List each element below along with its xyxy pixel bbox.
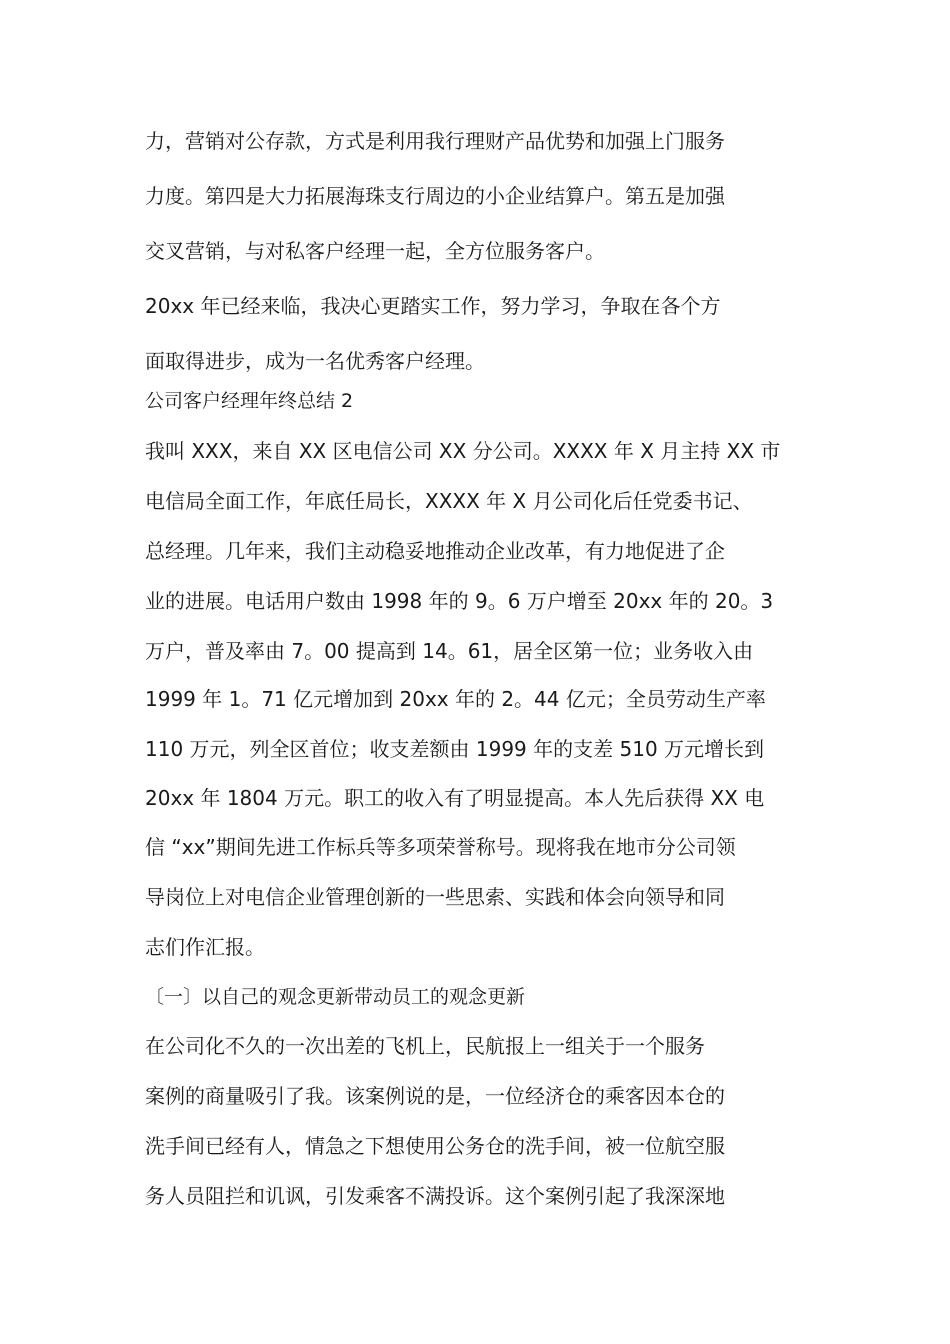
section-title: 公司客户经理年终总结 2 — [145, 390, 354, 412]
text-line: 志们作汇报。 — [145, 935, 265, 959]
text-line: 20xx 年已经来临，我决心更踏实工作，努力学习，争取在各个方 — [145, 294, 721, 318]
text-line: 面取得进步，成为一名优秀客户经理。 — [145, 349, 485, 373]
text-line: 导岗位上对电信企业管理创新的一些思索、实践和体会向领导和同 — [145, 885, 725, 909]
text-line: 交叉营销，与对私客户经理一起，全方位服务客户。 — [145, 239, 605, 263]
text-line: 业的进展。电话用户数由 1998 年的 9。6 万户增至 20xx 年的 20。3 — [145, 589, 774, 613]
text-line: 电信局全面工作，年底任局长，XXXX 年 X 月公司化后任党委书记、 — [145, 489, 753, 513]
text-line: 我叫 XXX，来自 XX 区电信公司 XX 分公司。XXXX 年 X 月主持 XX 市 — [145, 439, 781, 463]
subsection-title: 〔一〕以自己的观念更新带动员工的观念更新 — [145, 986, 526, 1008]
text-line: 信 “xx”期间先进工作标兵等多项荣誉称号。现将我在地市分公司领 — [145, 835, 736, 859]
text-line: 案例的商量吸引了我。该案例说的是，一位经济仓的乘客因本仓的 — [145, 1084, 725, 1108]
text-line: 洗手间已经有人，情急之下想使用公务仓的洗手间，被一位航空服 — [145, 1134, 725, 1158]
text-line: 20xx 年 1804 万元。职工的收入有了明显提高。本人先后获得 XX 电 — [145, 786, 765, 810]
text-line: 力，营销对公存款，方式是利用我行理财产品优势和加强上门服务 — [145, 129, 725, 153]
text-line: 万户，普及率由 7。00 提高到 14。61，居全区第一位；业务收入由 — [145, 639, 754, 663]
text-line: 在公司化不久的一次出差的飞机上，民航报上一组关于一个服务 — [145, 1034, 705, 1058]
text-line: 力度。第四是大力拓展海珠支行周边的小企业结算户。第五是加强 — [145, 184, 725, 208]
text-line: 1999 年 1。71 亿元增加到 20xx 年的 2。44 亿元；全员劳动生产率 — [145, 687, 766, 711]
text-line: 总经理。几年来，我们主动稳妥地推动企业改革，有力地促进了企 — [145, 539, 725, 563]
text-line: 110 万元，列全区首位；收支差额由 1999 年的支差 510 万元增长到 — [145, 737, 765, 761]
text-line: 务人员阻拦和讥讽，引发乘客不满投诉。这个案例引起了我深深地 — [145, 1184, 725, 1208]
